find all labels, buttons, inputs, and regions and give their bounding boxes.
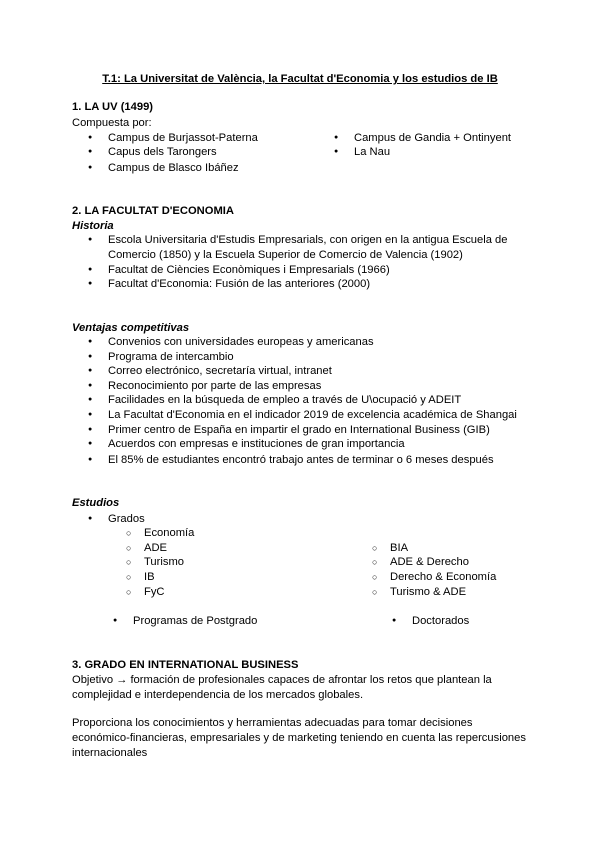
- document-title: T.1: La Universitat de València, la Facultat d'Economia y los estudios de IB: [102, 73, 498, 85]
- list-item: ● Campus de Burjassot-Paterna: [108, 131, 258, 145]
- list-item: ● Correo electrónico, secretaría virtual, intranet: [108, 364, 332, 378]
- sub-list-item: ○ ADE & Derecho: [390, 555, 469, 569]
- list-item: ● Facultat d'Economia: Fusión de las anteriores (2000): [108, 277, 370, 291]
- section-3-heading: 3. GRADO EN INTERNATIONAL BUSINESS: [72, 659, 299, 671]
- list-item: ● Programa de intercambio: [108, 350, 234, 364]
- list-item: ● Convenios con universidades europeas y americanas: [108, 335, 374, 349]
- list-item: ● La Facultat d'Economia en el indicador 2019 de excelencia académica de Shangai: [108, 408, 517, 422]
- historia-label: Historia: [72, 220, 114, 232]
- section-1-heading: 1. LA UV (1499): [72, 101, 154, 113]
- list-item: ● Primer centro de España en impartir el grado en International Business (GIB): [108, 423, 490, 437]
- list-item: ● Facilidades en la búsqueda de empleo a través de U\ocupació y ADEIT: [108, 393, 461, 407]
- section-1-intro: Compuesta por:: [72, 117, 152, 129]
- estudios-label: Estudios: [72, 497, 120, 509]
- list-item: ● Facultat de Ciències Econòmiques i Empresarials (1966): [108, 263, 390, 277]
- list-item-continuation: Comercio (1850) y la Escuela Superior de Comercio de Valencia (1902): [108, 249, 463, 261]
- list-item: ● Capus dels Tarongers: [108, 145, 217, 159]
- list-item-grados: ● Grados: [108, 512, 145, 526]
- list-item-postgrado: ● Programas de Postgrado: [133, 614, 257, 628]
- list-item-doctorados: ● Doctorados: [412, 614, 469, 628]
- list-item: ● Reconocimiento por parte de las empresas: [108, 379, 321, 393]
- list-item: ● Campus de Blasco Ibáñez: [108, 161, 239, 175]
- list-item: ● La Nau: [354, 145, 390, 159]
- sub-list-item: ○ IB: [144, 570, 155, 584]
- sub-list-item: ○ Economía: [144, 526, 194, 540]
- sub-list-item: ○ FyC: [144, 585, 165, 599]
- sub-list-item: ○ ADE: [144, 541, 167, 555]
- list-item: ● Acuerdos con empresas e instituciones de gran importancia: [108, 437, 405, 451]
- list-item: ● Campus de Gandia + Ontinyent: [354, 131, 511, 145]
- list-item: ● El 85% de estudiantes encontró trabajo antes de terminar o 6 meses después: [108, 453, 494, 467]
- objetivo-line-2: complejidad e interdependencia de los mercados globales.: [72, 689, 364, 701]
- section-2-heading: 2. LA FACULTAT D'ECONOMIA: [72, 205, 234, 217]
- ventajas-label: Ventajas competitivas: [72, 322, 190, 334]
- sub-list-item: ○ Turismo & ADE: [390, 585, 466, 599]
- proporciona-line-2: económico-financieras, empresariales y de marketing teniendo en cuenta las repercusiones: [72, 732, 526, 744]
- objetivo-line-1: Objetivo → formación de profesionales capaces de afrontar los retos que plantean la: [72, 674, 492, 686]
- proporciona-line-1: Proporciona los conocimientos y herramientas adecuadas para tomar decisiones: [72, 717, 473, 729]
- sub-list-item: ○ Turismo: [144, 555, 184, 569]
- proporciona-line-3: internacionales: [72, 747, 148, 759]
- sub-list-item: ○ BIA: [390, 541, 408, 555]
- sub-list-item: ○ Derecho & Economía: [390, 570, 496, 584]
- list-item: ● Escola Universitaria d'Estudis Empresarials, con origen en la antigua Escuela de: [108, 233, 508, 247]
